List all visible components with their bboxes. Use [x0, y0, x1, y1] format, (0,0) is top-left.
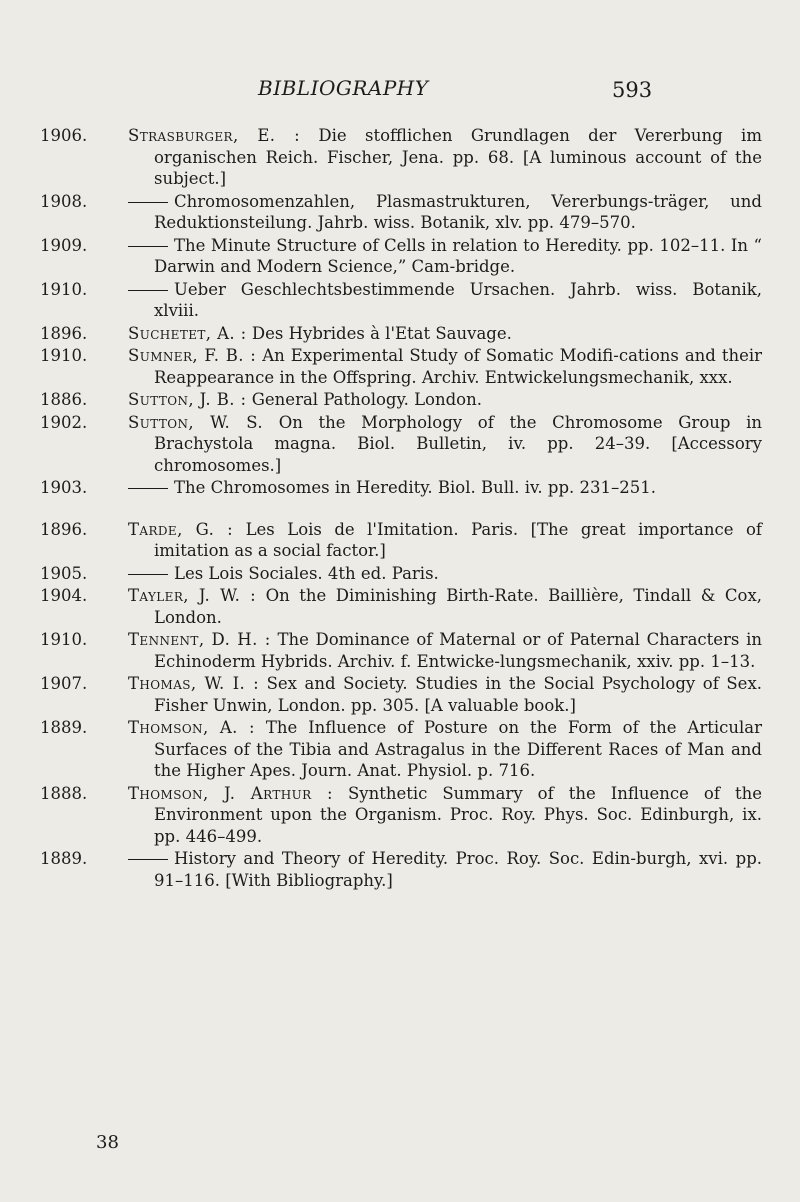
- entry-author: Suchetet, A. :: [128, 323, 247, 343]
- entry-text: An Experimental Study of Somatic Modifi-cations and their Reappearance in the Offspring. Archiv. Entwickelungsmechanik, xxx.: [154, 346, 763, 387]
- bib-entry: [40, 191, 762, 234]
- bib-entry: [40, 279, 762, 322]
- entry-year: 1889.: [40, 849, 88, 868]
- entry-year: 1907.: [40, 674, 88, 693]
- bib-entry: [40, 717, 762, 782]
- entry-year: 1896.: [40, 323, 88, 343]
- bib-entry: [40, 125, 762, 190]
- entry-year: 1902.: [40, 412, 88, 432]
- bib-entry: [40, 673, 762, 716]
- ditto-dash: [128, 859, 168, 860]
- entry-year: 1889.: [40, 718, 88, 737]
- page-header: [0, 74, 800, 106]
- entry-year: 1910.: [40, 279, 88, 299]
- bib-entry: [40, 345, 762, 388]
- entry-author: Sutton, W. S.: [128, 412, 264, 432]
- entry-year: 1896.: [40, 519, 88, 539]
- entry-author: Thomas, W. I. :: [128, 674, 260, 693]
- entry-author: Tayler, J. W. :: [128, 586, 257, 605]
- running-head: BIBLIOGRAPHY: [258, 76, 429, 100]
- ditto-dash: [128, 574, 168, 575]
- entry-author: Thomson, J. Arthur :: [128, 783, 333, 803]
- bib-entry: [40, 629, 762, 672]
- entry-text: The Dominance of Maternal or of Paternal Characters in Echinoderm Hybrids. Archiv. f. Entwicke-lungsmechanik, xxiv. pp. 1–13.: [154, 630, 762, 671]
- entry-text: On the Morphology of the Chromosome Group in Brachystola magna. Biol. Bulletin, iv. pp. 24–39. [Accessory chromosomes.]: [154, 412, 762, 475]
- bib-entry: [40, 848, 762, 891]
- ditto-dash: [128, 488, 168, 489]
- entry-author: Tennent, D. H. :: [128, 630, 271, 649]
- entry-author: Tarde, G. :: [128, 519, 234, 539]
- bib-entry: [40, 519, 762, 562]
- bib-entry: [40, 389, 762, 411]
- bib-entry: [40, 412, 762, 477]
- entry-year: 1910.: [40, 346, 88, 365]
- entry-text: On the Diminishing Birth-Rate. Baillière, Tindall & Cox, London.: [154, 586, 763, 627]
- entry-year: 1904.: [40, 586, 88, 605]
- bib-entry: [40, 585, 762, 628]
- bib-entry: [40, 477, 762, 499]
- entry-year: 1908.: [40, 191, 88, 211]
- entry-year: 1888.: [40, 783, 88, 803]
- entry-text: Die stofflichen Grundlagen der Vererbung im organischen Reich. Fischer, Jena. pp. 68. [A luminous account of the subject.]: [154, 126, 762, 188]
- bib-entry: [40, 783, 762, 848]
- entry-text: Sex and Society. Studies in the Social Psychology of Sex. Fisher Unwin, London. pp. 305. [A valuable book.]: [154, 674, 762, 715]
- entry-year: 1906.: [40, 126, 88, 145]
- entry-text: Des Hybrides à l'Etat Sauvage.: [251, 323, 512, 343]
- entry-text: The Influence of Posture on the Form of the Articular Surfaces of the Tibia and Astragalus in the Different Races of Man and the Higher Apes. Journ. Anat. Physiol. p. 716.: [154, 718, 762, 780]
- ditto-dash: [128, 290, 168, 291]
- entry-year: 1909.: [40, 235, 88, 255]
- entry-text: Les Lois Sociales. 4th ed. Paris.: [174, 563, 439, 583]
- entry-year: 1903.: [40, 478, 88, 497]
- ditto-dash: [128, 246, 168, 247]
- entry-author: Strasburger, E. :: [128, 126, 301, 145]
- entry-text: Synthetic Summary of the Influence of the Environment upon the Organism. Proc. Roy. Phys. Soc. Edinburgh, ix. pp. 446–499.: [154, 783, 762, 846]
- entry-text: Ueber Geschlechtsbestimmende Ursachen. Jahrb. wiss. Botanik, xlviii.: [154, 279, 762, 320]
- entry-text: General Pathology. London.: [251, 390, 482, 409]
- entry-year: 1905.: [40, 563, 88, 583]
- bib-entry: [40, 563, 762, 585]
- bib-entry: [40, 323, 762, 345]
- entry-year: 1910.: [40, 630, 88, 649]
- entry-text: The Minute Structure of Cells in relation to Heredity. pp. 102–11. In “ Darwin and Modern Science,” Cam-bridge.: [154, 235, 762, 276]
- entry-text: History and Theory of Heredity. Proc. Roy. Soc. Edin-burgh, xvi. pp. 91–116. [With Bibliography.]: [154, 849, 762, 890]
- bib-entry: [40, 235, 762, 278]
- ditto-dash: [128, 202, 168, 203]
- entry-author: Sumner, F. B. :: [128, 346, 257, 365]
- page-number: 593: [612, 78, 653, 102]
- entry-author: Thomson, A. :: [128, 718, 255, 737]
- signature-mark: 38: [96, 1132, 119, 1153]
- entry-year: 1886.: [40, 390, 88, 409]
- entry-text: Chromosomenzahlen, Plasmastrukturen, Vererbungs-träger, und Reduktionsteilung. Jahrb. wiss. Botanik, xlv. pp. 479–570.: [154, 191, 762, 232]
- entry-text: The Chromosomes in Heredity. Biol. Bull. iv. pp. 231–251.: [174, 478, 656, 497]
- entry-text: Les Lois de l'Imitation. Paris. [The great importance of imitation as a social factor.]: [154, 519, 763, 560]
- bibliography-list: [40, 125, 762, 892]
- entry-author: Sutton, J. B. :: [128, 390, 247, 409]
